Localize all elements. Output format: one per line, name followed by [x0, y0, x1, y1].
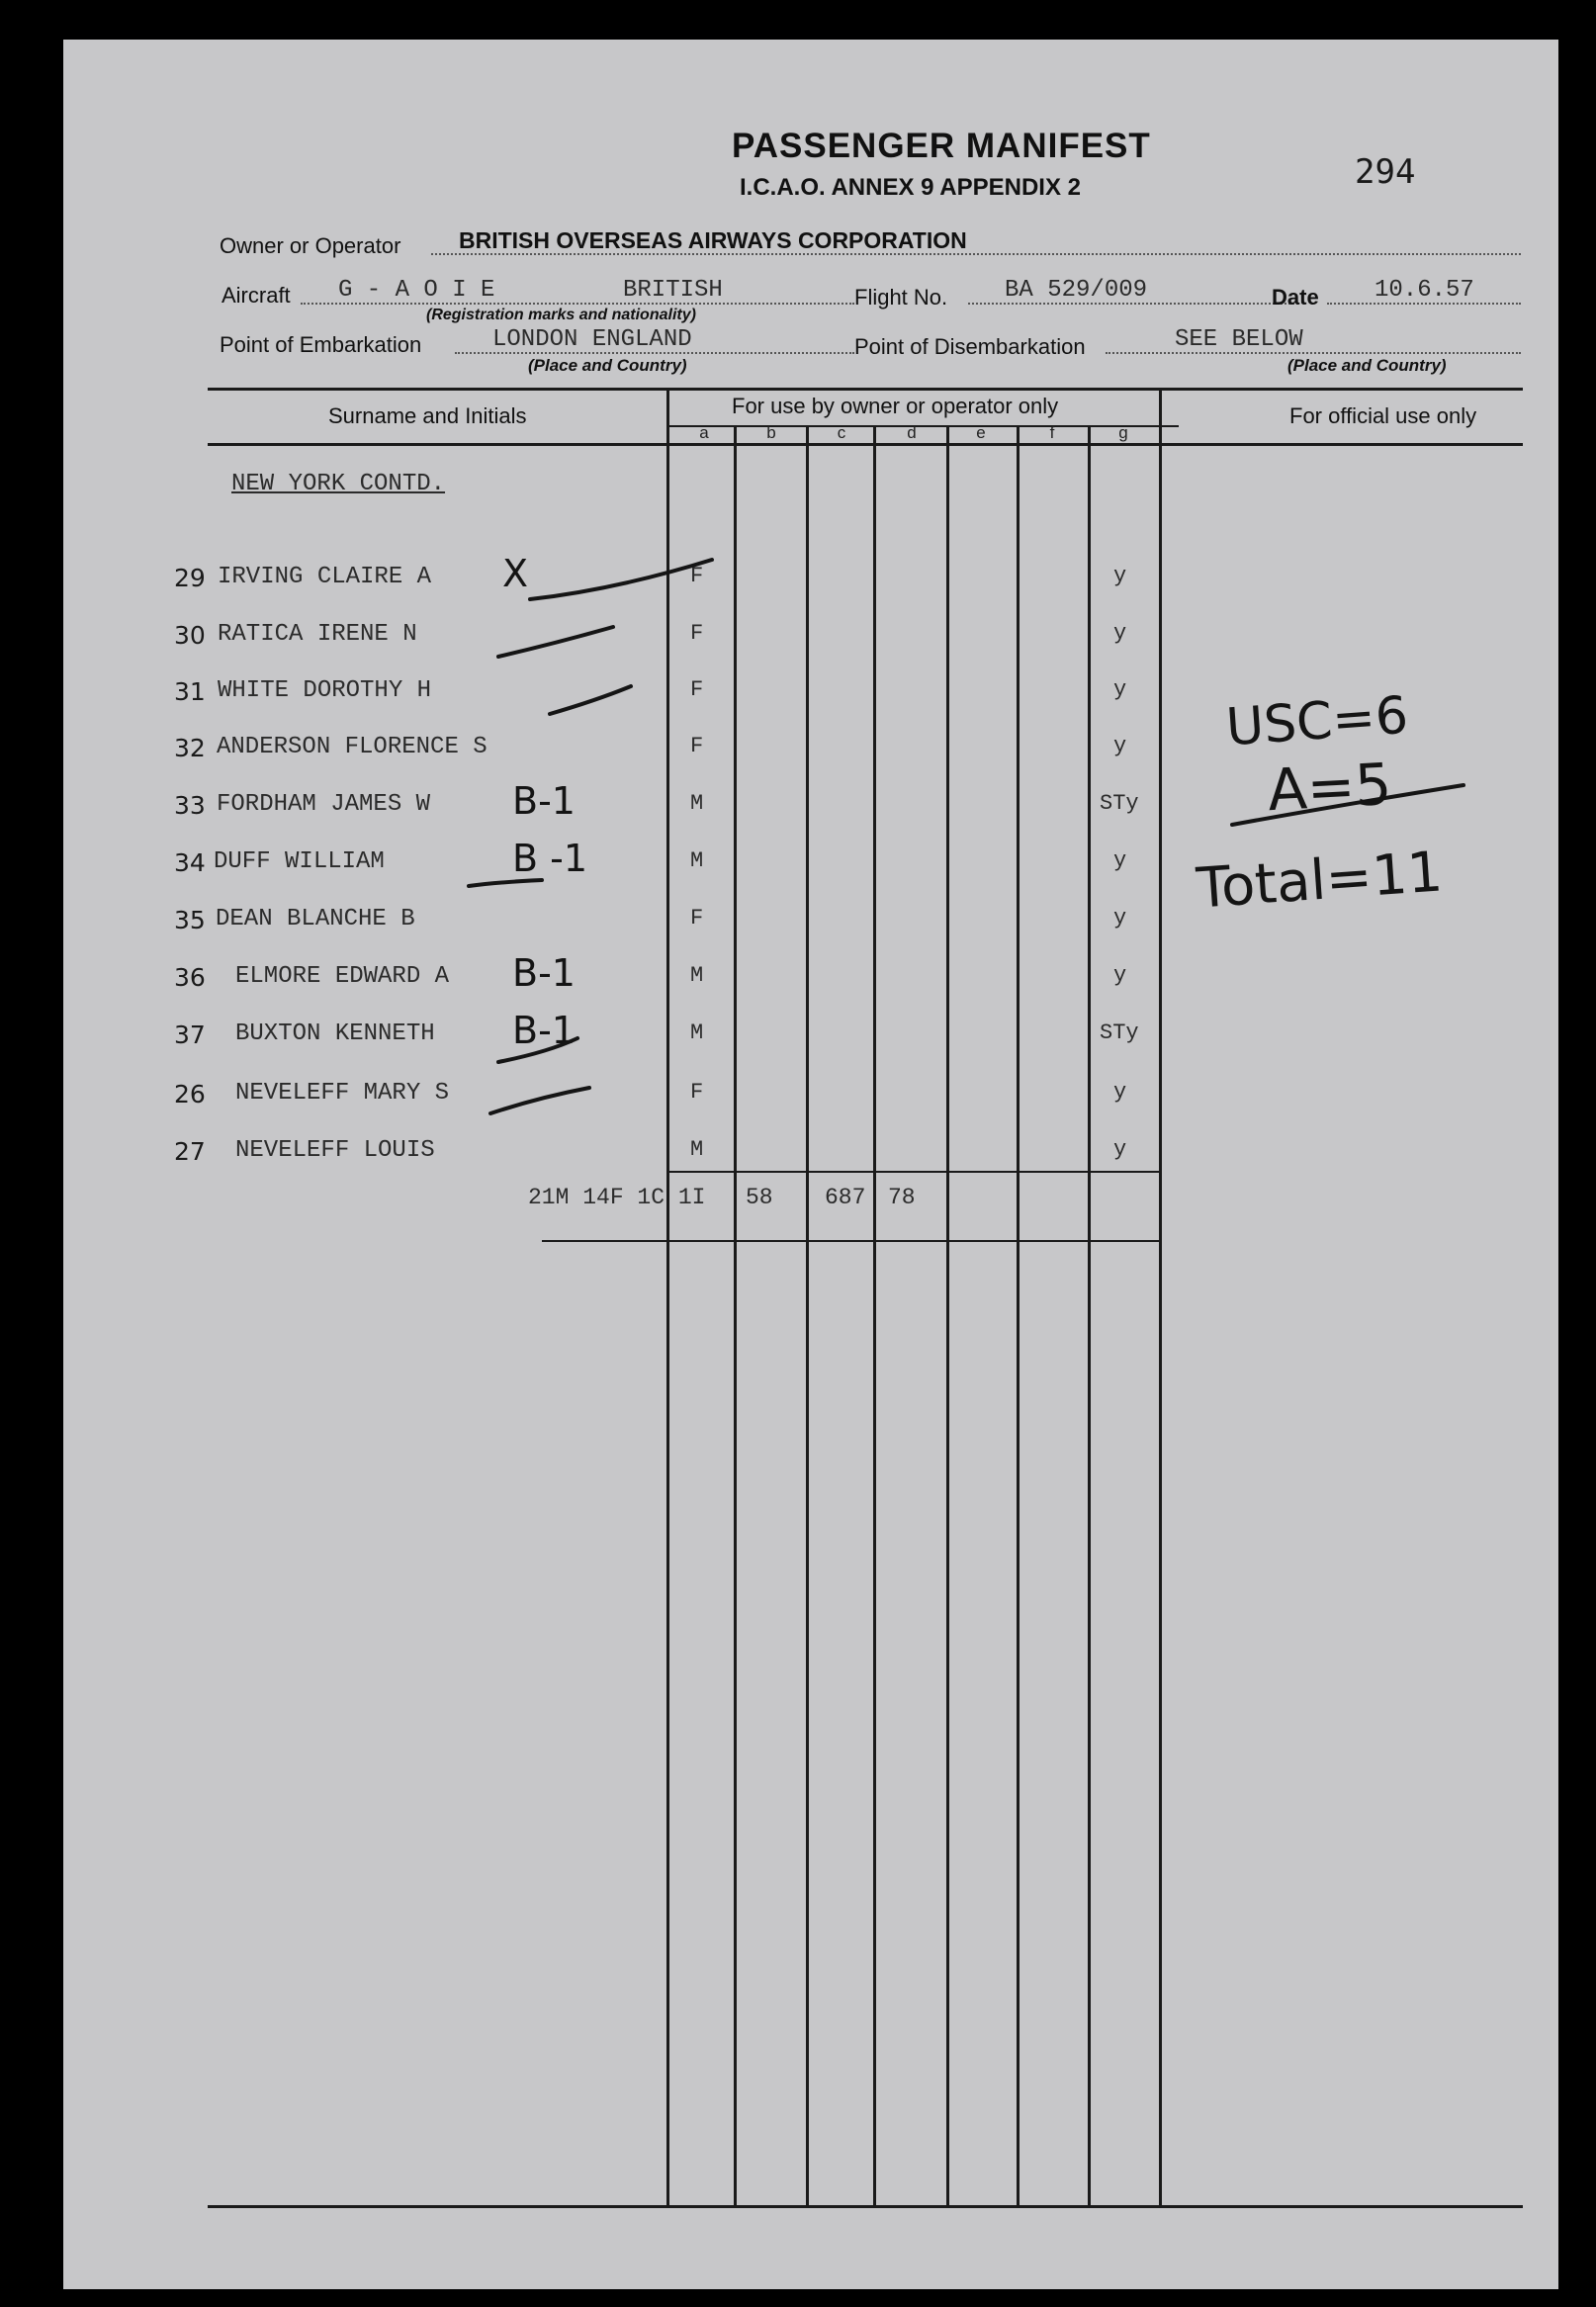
nationality-value: BRITISH	[623, 277, 723, 304]
column-g-value: STy	[1100, 791, 1139, 816]
row-number: 32	[174, 734, 206, 762]
annotation-a: A=5	[1266, 750, 1393, 825]
handwritten-status: X	[502, 552, 529, 595]
column-g-value: STy	[1100, 1020, 1139, 1045]
passenger-name: RATICA IRENE N	[218, 621, 417, 648]
column-g-value: y	[1113, 906, 1127, 931]
row-number: 30	[174, 621, 206, 650]
embark-label: Point of Embarkation	[220, 332, 422, 357]
handwritten-marks	[63, 40, 1558, 2289]
strike-row-30	[530, 560, 712, 599]
handwritten-status: B-1	[512, 779, 576, 823]
column-a-value: M	[690, 848, 704, 873]
col-header-e: e	[976, 423, 986, 442]
passenger-name: WHITE DOROTHY H	[218, 677, 432, 704]
column-g-value: y	[1113, 677, 1127, 702]
column-g-value: y	[1113, 848, 1127, 873]
row-number: 26	[174, 1080, 206, 1109]
page-number: 294	[1355, 152, 1416, 192]
row-number: 29	[174, 564, 206, 592]
owner-value: BRITISH OVERSEAS AIRWAYS CORPORATION	[459, 227, 967, 253]
flight-value: BA 529/009	[1005, 277, 1148, 304]
aircraft-value: G - A O I E	[338, 277, 495, 304]
passenger-name: BUXTON KENNETH	[235, 1020, 435, 1047]
column-a-value: F	[690, 564, 704, 588]
row-number: 27	[174, 1137, 206, 1166]
flight-label: Flight No.	[854, 285, 948, 310]
column-a-value: F	[690, 1080, 704, 1105]
aircraft-label: Aircraft	[222, 283, 291, 308]
surname-header: Surname and Initials	[328, 403, 527, 428]
column-a-value: M	[690, 963, 704, 988]
column-a-value: M	[690, 1020, 704, 1045]
passenger-name: IRVING CLAIRE A	[218, 564, 432, 590]
col-header-f: f	[1049, 423, 1055, 442]
column-g-value: y	[1113, 564, 1127, 588]
manifest-sheet	[63, 40, 1558, 2289]
col-header-d: d	[907, 423, 917, 442]
row-number: 37	[174, 1020, 206, 1049]
annotation-total: Total=11	[1195, 840, 1445, 922]
strike-row-27	[490, 1088, 589, 1113]
col-header-b: b	[766, 423, 776, 442]
column-a-value: F	[690, 621, 704, 646]
handwritten-status: B -1	[512, 837, 588, 880]
column-a-value: F	[690, 677, 704, 702]
column-g-value: y	[1113, 1137, 1127, 1162]
totals-d: 78	[888, 1185, 916, 1210]
embark-value: LONDON ENGLAND	[492, 326, 692, 353]
annotation-usc: USC=6	[1224, 685, 1410, 758]
passenger-name: ELMORE EDWARD A	[235, 963, 450, 990]
embark-note: (Place and Country)	[528, 356, 687, 375]
strike-row-32	[550, 686, 631, 714]
strike-row-35	[469, 880, 542, 886]
official-use-header: For official use only	[1289, 403, 1477, 428]
column-a-value: M	[690, 791, 704, 816]
strike-row-31	[498, 627, 613, 657]
row-number: 33	[174, 791, 206, 820]
passenger-name: ANDERSON FLORENCE S	[217, 734, 488, 760]
disembark-label: Point of Disembarkation	[854, 334, 1086, 359]
column-g-value: y	[1113, 1080, 1127, 1105]
page-subtitle: I.C.A.O. ANNEX 9 APPENDIX 2	[740, 174, 1081, 201]
passenger-name: NEVELEFF MARY S	[235, 1080, 450, 1107]
page-title: PASSENGER MANIFEST	[732, 127, 1151, 165]
disembark-note: (Place and Country)	[1287, 356, 1447, 375]
column-g-value: y	[1113, 621, 1127, 646]
handwritten-status: B-1	[512, 951, 576, 995]
col-header-g: g	[1118, 423, 1128, 442]
section-heading: NEW YORK CONTD.	[231, 471, 446, 497]
col-header-c: c	[837, 423, 846, 442]
row-number: 34	[174, 848, 206, 877]
totals-b: 58	[746, 1185, 773, 1210]
passenger-name: NEVELEFF LOUIS	[235, 1137, 435, 1164]
passenger-name: DEAN BLANCHE B	[216, 906, 415, 932]
owner-use-header: For use by owner or operator only	[732, 394, 1059, 418]
column-a-value: F	[690, 734, 704, 758]
row-number: 36	[174, 963, 206, 992]
totals-a: 21M 14F 1C 1I	[528, 1185, 706, 1210]
column-a-value: M	[690, 1137, 704, 1162]
passenger-name: FORDHAM JAMES W	[217, 791, 431, 818]
column-g-value: y	[1113, 963, 1127, 988]
passenger-name: DUFF WILLIAM	[214, 848, 385, 875]
row-number: 31	[174, 677, 206, 706]
disembark-value: SEE BELOW	[1175, 326, 1303, 353]
owner-label: Owner or Operator	[220, 233, 401, 258]
row-number: 35	[174, 906, 206, 934]
col-header-a: a	[699, 423, 709, 442]
date-label: Date	[1272, 285, 1319, 310]
strike-row-26	[498, 1038, 577, 1062]
date-value: 10.6.57	[1374, 277, 1474, 304]
column-a-value: F	[690, 906, 704, 931]
handwritten-status: B-1	[512, 1009, 576, 1052]
column-g-value: y	[1113, 734, 1127, 758]
registration-note: (Registration marks and nationality)	[426, 307, 696, 323]
totals-c: 687	[825, 1185, 866, 1210]
